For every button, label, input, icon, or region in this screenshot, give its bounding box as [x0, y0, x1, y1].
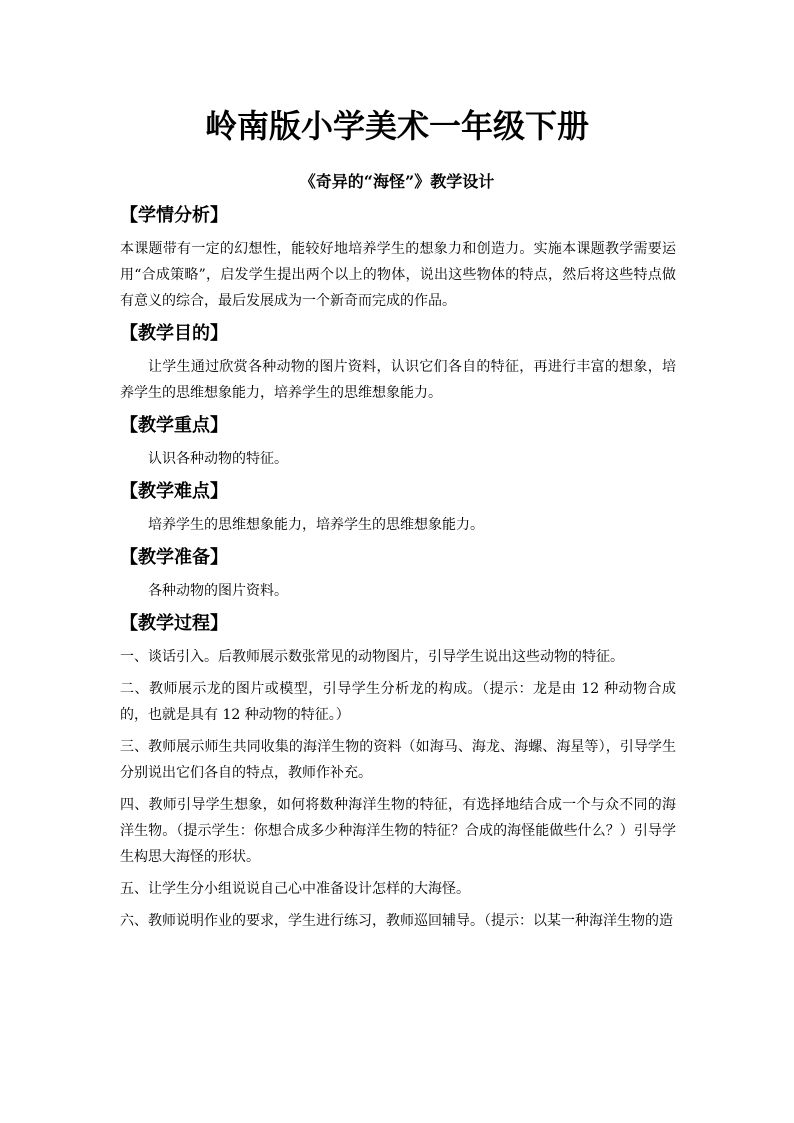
section-heading-difficulty: 【教学难点】 [120, 481, 228, 502]
section-text-preparation: 各种动物的图片资料。 [148, 583, 288, 599]
section-heading-preparation: 【教学准备】 [120, 547, 228, 568]
process-step: 五、让学生分小组说说自己心中准备设计怎样的大海怪。 [120, 881, 470, 897]
section-heading-process: 【教学过程】 [120, 613, 228, 634]
section-text-analysis: 本课题带有一定的幻想性，能较好地培养学生的想象力和创造力。实施本课题教学需要运用“合成策略”，启发学生提出两个以上的物体，说出这些物体的特点，然后将这些特点做有意义的综合，最后发展成为一个新奇而完成的作品。 [120, 241, 676, 309]
document-title: 岭南版小学美术一年级下册 [204, 107, 589, 145]
process-step: 六、教师说明作业的要求，学生进行练习，教师巡回辅导。（提示：以某一种海洋生物的造 [120, 913, 673, 929]
section-heading-key-point: 【教学重点】 [120, 415, 228, 436]
section-heading-objective: 【教学目的】 [120, 323, 228, 344]
process-step: 一、谈话引入。后教师展示数张常见的动物图片，引导学生说出这些动物的特征。 [120, 649, 624, 665]
document-body [120, 204, 676, 940]
process-step: 四、教师引导学生想象，如何将数种海洋生物的特征，有选择地结合成一个与众不同的海洋生物。（提示学生：你想合成多少种海洋生物的特征？合成的海怪能做些什么？）引导学生构思大海怪的形状。 [120, 797, 676, 865]
section-text-key-point: 认识各种动物的特征。 [148, 451, 288, 467]
process-step: 二、教师展示龙的图片或模型，引导学生分析龙的构成。（提示：龙是由 12 种动物合成的，也就是具有 12 种动物的特征。） [120, 681, 676, 723]
section-heading-analysis: 【学情分析】 [120, 205, 228, 226]
section-text-difficulty: 培养学生的思维想象能力，培养学生的思维想象能力。 [148, 517, 484, 533]
section-text-objective: 让学生通过欣赏各种动物的图片资料，认识它们各自的特征，再进行丰富的想象，培养学生的思维想象能力，培养学生的思维想象能力。 [120, 359, 676, 401]
document-subtitle: 《奇异的“海怪”》教学设计 [299, 172, 495, 191]
process-step: 三、教师展示师生共同收集的海洋生物的资料（如海马、海龙、海螺、海星等），引导学生分别说出它们各自的特点，教师作补充。 [120, 739, 676, 781]
